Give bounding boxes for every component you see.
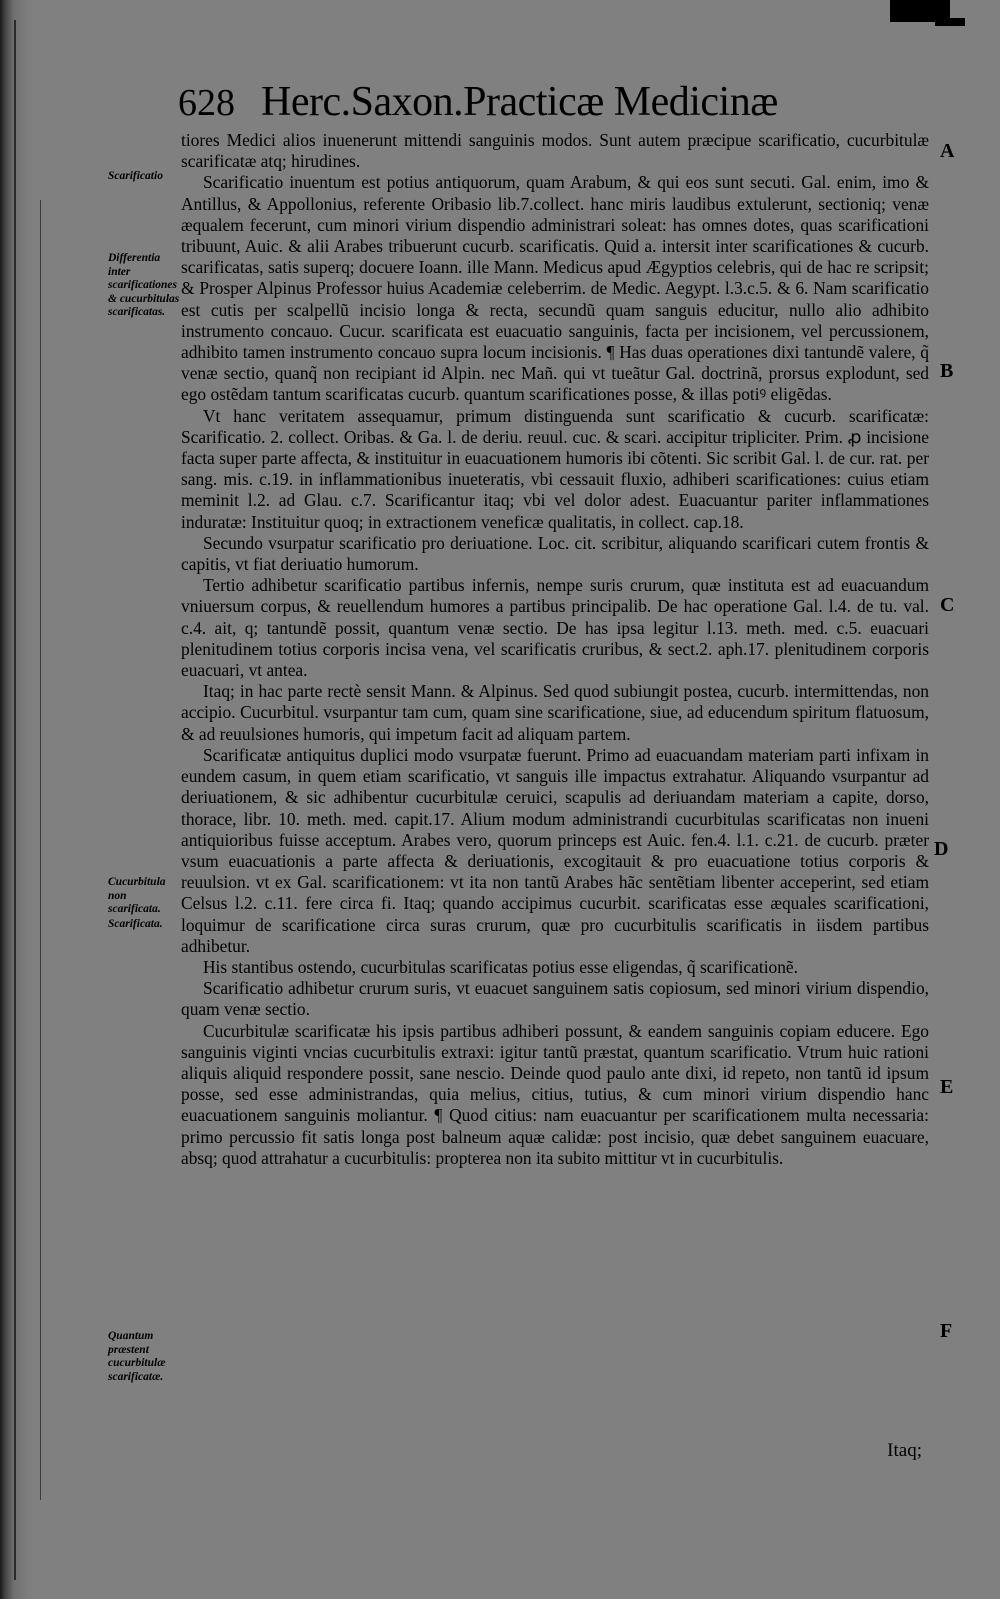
section-letter: E (940, 1076, 954, 1098)
paragraph: Scarificatæ antiquitus duplici modo vsurpatæ fuerunt. Primo ad euacuandam materiam parti infixam in eundem casum, in quem etiam scarificatio, vt sanguis ille impactus extrahatur. Aliquando vsurpantur ad deriuationem, & sic adhibentur cucurbitulæ ceruici, scapulis ad deriuandam materiam a capite, dorso, thorace, libr. 10. meth. med. capit.17. Alium modum administrandi cucurbitulas scarificatas non inueni antiquioribus fuisse acceptum. Arabes vero, quorum princeps est Auic. fen.4. l.1. c.21. de cucurb. præter vsum euacuationis a parte affecta & deriuationis, excogitauit & pro euacuatione totius corporis & reuulsion. vt ex Gal. scarificationem: vt ita non tantũ Arabes hãc sentẽtiam libenter acceperint, sed etiam Celsus l.2. c.11. fere circa fi. Itaq; quando accipimus cucurbit. scarificatas esse æquales scarificationi, loquimur de scarificatione circa suras crurum, quæ pro cucurbitulis scarificatis in iisdem partibus adhibetur. (181, 744, 929, 956)
paragraph: Scarificatio inuentum est potius antiquorum, quam Arabum, & qui eos sunt secuti. Gal. enim, imo & Antillus, & Appollonius, referente Oribasio lib.7.collect. hanc miris laudibus extulerunt, sectioniq; venæ æqualem fecerunt, cum minori virium dispendio administrari soleat: has omnes dotes, quas scarificationi tribuunt, Auic. & alii Arabes tribuerunt cucurb. scarificatis. Quid a. intersit inter scarificationes & cucurb. scarificatas, satis superq; docuere Ioann. ille Mann. Medicus apud Ægyptios celebris, qui de hac re scripsit; & Prosper Alpinus Professor huius Academiæ celeberrim. de Medic. Aegypt. l.3.c.5. & 6. Nam scarificatio est cutis per scalpellũ incisio longa & recta, secundũ quam sanguis educitur, nullo alio adhibito instrumento concauo. Cucur. scarificata est euacuatio sanguinis, facta per incisionem, vel percussionem, adhibito tamen instrumento concauo supra locum incisionis. ¶ Has duas operationes dixi tantundẽ valere, q̃ venæ sectio, quanq̃ non recipiant id Alpin. nec Mañ. qui vt tueãtur Gal. doctrinã, prorsus explodunt, sed ego ostẽdam tantum scarificatas cucurb. quantum scarificationes posse, & illas potiꝰ eligẽdas. (181, 172, 929, 405)
section-letter: B (940, 360, 954, 382)
marginal-note: Differentia inter scarificationes & cucurbitulas scarificatas. (108, 252, 180, 318)
paragraph: tiores Medici alios inuenerunt mittendi sanguinis modos. Sunt autem præcipue scarificatio, cucurbitulæ scarificatæ atq; hirudines. (181, 130, 929, 172)
page-header (178, 78, 858, 128)
marginal-note: Quantum præstent cucurbitulæ scarificatæ. (108, 1330, 166, 1383)
marginal-note: Cucurbitula non scarificata. (108, 876, 166, 915)
paragraph: Scarificatio adhibetur crurum suris, vt euacuet sanguinem satis copiosum, sed minori virium dispendio, quam venæ sectio. (181, 978, 929, 1020)
section-letter: C (940, 594, 955, 616)
catchword: Itaq; (887, 1440, 922, 1461)
marginal-note: Scarificatio (108, 170, 163, 182)
section-letter: A (940, 140, 955, 162)
section-letter: D (934, 838, 949, 860)
scan-edge-line (14, 20, 16, 1580)
marginal-note: Scarificata. (108, 918, 163, 930)
paragraph: Vt hanc veritatem assequamur, primum distinguenda sunt scarificatio & cucurb. scarificatæ: Scarificatio. 2. collect. Oribas. & Ga. l. de deriu. reuul. cuc. & scari. accipitur tripliciter. Prim. ꝓ incisione facta super parte affecta, & instituitur in euacuationem humoris ibi cõtenti. Sic scribit Gal. l. de cur. rat. per sang. mis. c.19. in inflammationibus inueteratis, vbi cessauit fluxio, adhiberi scarificationes: cuius etiam meminit l.2. ad Glau. c.7. Scarificantur itaq; vbi vel dolor adest. Euacuantur pariter inflammationes induratæ: Instituitur quoq; in extractionem veneficæ qualitatis, in collect. cap.18. (181, 405, 929, 532)
scan-blot (935, 18, 965, 26)
paragraph: His stantibus ostendo, cucurbitulas scarificatas potius esse eligendas, q̃ scarificationẽ. (203, 956, 798, 977)
paragraph: Secundo vsurpatur scarificatio pro deriuatione. Loc. cit. scribitur, aliquando scarificari cutem frontis & capitis, vt fiat deriuatio humorum. (181, 532, 929, 575)
scan-shadow-left (0, 0, 52, 1599)
running-title: Herc.Saxon.Practicæ Medicinæ (261, 79, 778, 125)
paragraph: Itaq; in hac parte rectè sensit Mann. & Alpinus. Sed quod subiungit postea, cucurb. intermittendas, non accipio. Cucurbitul. vsurpantur tam cum, quam sine scarificatione, siue, ad educendum spiritum flatuosum, & ad reuulsiones humoris, qui impetum facit ad aliquam partem. (181, 681, 929, 744)
scan-edge-line (40, 200, 41, 1500)
paragraph: Cucurbitulæ scarificatæ his ipsis partibus adhiberi possunt, & eandem sanguinis copiam educere. Ego sanguinis viginti vncias cucurbitulis extraxi: igitur tantũ præstat, quantum scarificatio. Vtrum huic rationi aliquis aliquid respondere possit, sane nescio. Deinde quod paulo ante dixi, id repeto, non tantũ id ipsum posse, sed esse administrandas, quia melius, citius, tutius, & cum minori virium dispendio hanc euacuationem sanguinis moliantur. ¶ Quod citius: nam euacuantur per scarificationem multa necessaria: primo percussio fit satis longa post balneum aquæ calidæ: post incisio, quæ debet sanguinem euacuare, absq; quod attrahatur a cucurbitulis: propterea non ita subito mittitur vt in cucurbitulis. (181, 1020, 929, 1168)
section-letter: F (940, 1320, 953, 1342)
paragraph: Tertio adhibetur scarificatio partibus infernis, nempe suris crurum, quæ instituta est ad euacuandum vniuersum corpus, & reuellendum humores a partibus principalib. De hac operatione Gal. l.4. de tu. val. c.4. ait, q; tantundẽ possit, quantum venæ sectio. De has ipsa legitur l.13. meth. med. c.5. euacuari plenitudinem totius corporis incisa vena, vel scarificatis cruribus, & sect.2. aph.17. plenitudinem corporis euacuari, vt antea. (181, 575, 929, 681)
page-number: 628 (178, 82, 235, 124)
main-text (181, 130, 929, 1169)
